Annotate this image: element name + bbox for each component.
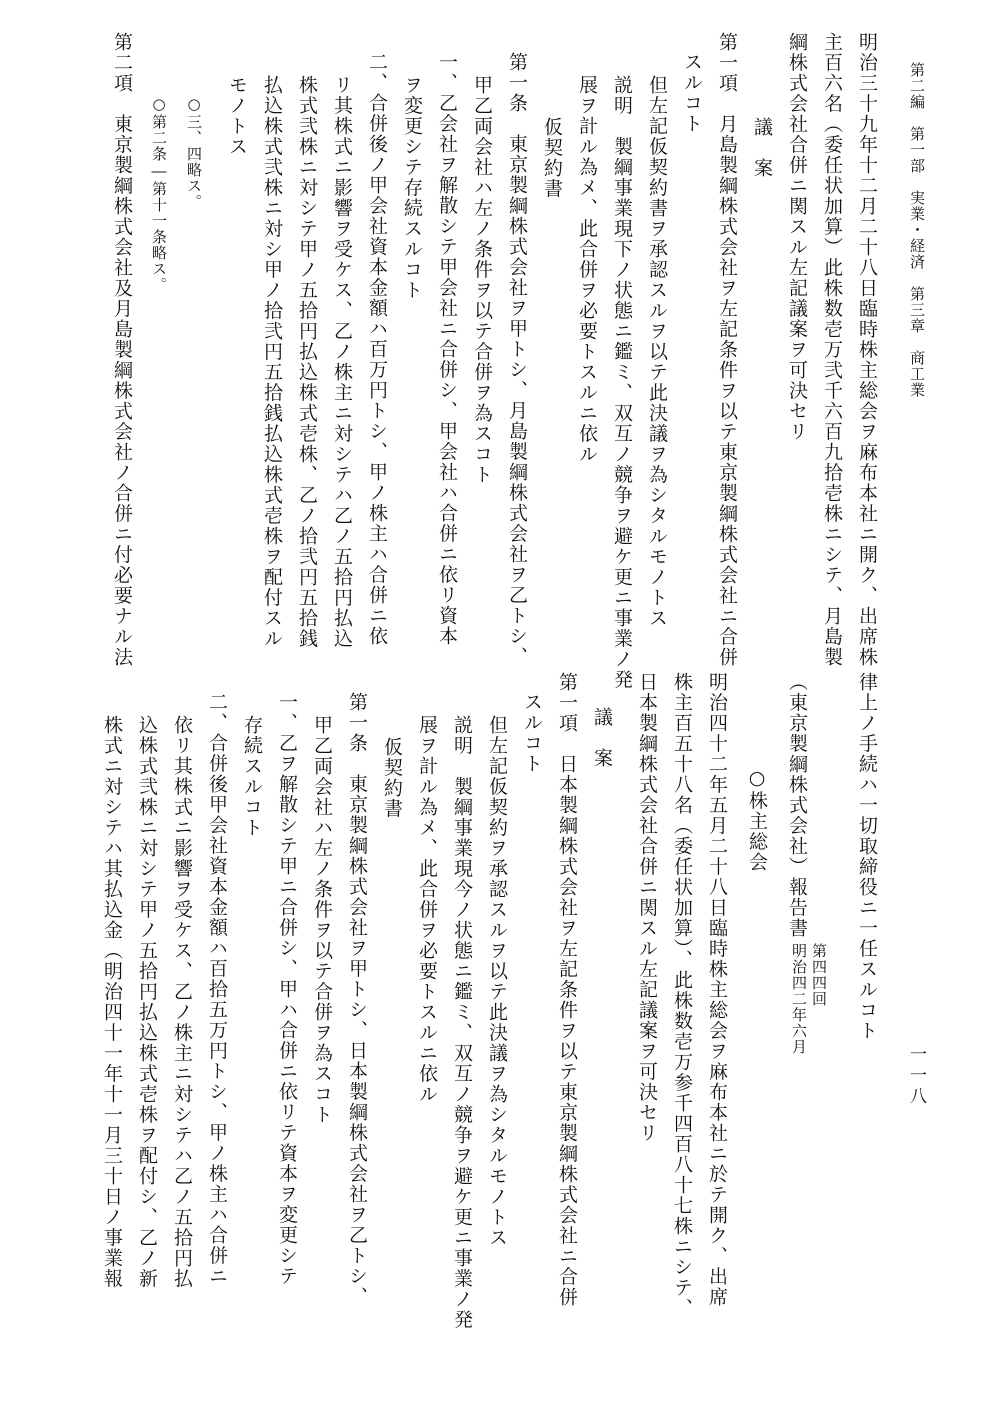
section-heading: ○株主総会 — [746, 767, 768, 873]
section-heading: 議 案 — [751, 117, 773, 179]
text-line: 株主百五十八名（委任状加算）、此株数壱万参千四百八十七株ニシテ、 — [671, 672, 693, 1319]
text-line: 株式ニ対シテハ其払込金（明治四十一年十一月三十日ノ事業報 — [101, 715, 123, 1289]
text-line: 明治三十九年十二月二十八日臨時株主総会ヲ麻布本社ニ開ク、出席株 — [856, 32, 878, 668]
text-line: 第一条 東京製綱株式会社ヲ甲トシ、月島製綱株式会社ヲ乙トシ、 — [506, 52, 528, 667]
text-line: 一、乙ヲ解散シテ甲ニ合併シ、甲ハ合併ニ依リテ資本ヲ変更シテ — [276, 692, 298, 1287]
text-line: 存続スルコト — [241, 715, 263, 838]
report-number: 第四四回 — [810, 943, 828, 1007]
section-heading: 仮契約書 — [381, 737, 403, 819]
text-line: 第一項 日本製綱株式会社ヲ左記条件ヲ以テ東京製綱株式会社ニ合併 — [556, 672, 578, 1308]
text-line: スルコト — [681, 52, 703, 134]
text-line: 依リ其株式ニ影響ヲ受ケス、乙ノ株主ニ対シテハ乙ノ五拾円払 — [171, 715, 193, 1289]
page-number: 一一八 — [906, 1045, 926, 1108]
text-line: 展ヲ計ル為メ、此合併ヲ必要トスルニ依ル — [576, 75, 598, 465]
text-line: 第一条 東京製綱株式会社ヲ甲トシ、日本製綱株式会社ヲ乙トシ、 — [346, 692, 368, 1307]
text-line: 但左記仮契約ヲ承認スルヲ以テ此決議ヲ為シタルモノトス — [486, 715, 508, 1248]
text-line: 二、合併後ノ甲会社資本金額ハ百万円トシ、甲ノ株主ハ合併ニ依 — [366, 52, 388, 647]
text-line: 株式弐株ニ対シテ甲ノ五拾円払込株式壱株、乙ノ拾弐円五拾銭 — [296, 75, 318, 649]
text-line: 甲乙両会社ハ左ノ条件ヲ以テ合併ヲ為スコト — [471, 75, 493, 485]
text-line: 日本製綱株式会社合併ニ関スル左記議案ヲ可決セリ — [636, 672, 658, 1144]
text-line: 明治四十二年五月二十八日臨時株主総会ヲ麻布本社ニ於テ開ク、出席 — [706, 672, 728, 1308]
text-line: 第一項 月島製綱株式会社ヲ左記条件ヲ以テ東京製綱株式会社ニ合併 — [716, 32, 738, 668]
omission-note: ○三、四略ス。 — [185, 95, 203, 210]
section-heading: 仮契約書 — [541, 117, 563, 199]
text-line: 一、乙会社ヲ解散シテ甲会社ニ合併シ、甲会社ハ合併ニ依リ資本 — [436, 52, 458, 647]
text-line: 但左記仮契約書ヲ承認スルヲ以テ此決議ヲ為シタルモノトス — [646, 75, 668, 629]
text-line: 第二項 東京製綱株式会社及月島製綱株式会社ノ合併ニ付必要ナル法 — [111, 32, 133, 668]
text-line: リ其株式ニ影響ヲ受ケス、乙ノ株主ニ対シテハ乙ノ五拾円払込 — [331, 75, 353, 649]
text-line: 展ヲ計ル為メ、此合併ヲ必要トスルニ依ル — [416, 715, 438, 1105]
text-line: 説明 製綱事業現今ノ状態ニ鑑ミ、双互ノ競争ヲ避ケ更ニ事業ノ発 — [451, 715, 473, 1330]
text-line: 二、合併後甲会社資本金額ハ百拾五万円トシ、甲ノ株主ハ合併ニ — [206, 692, 228, 1287]
running-header: 第二編 第一部 実業・経済 第三章 商工業 — [908, 62, 926, 398]
text-line: ヲ変更シテ存続スルコト — [401, 75, 423, 301]
text-line: 主百六名（委任状加算）此株数壱万弐千六百九拾壱株ニシテ、月島製 — [821, 32, 843, 668]
text-line: スルコト — [521, 692, 543, 774]
omission-note: ○第二条―第十一条略ス。 — [150, 95, 168, 293]
text-line: 律上ノ手続ハ一切取締役ニ一任スルコト — [856, 672, 878, 1041]
text-line: 綱株式会社合併ニ関スル左記議案ヲ可決セリ — [786, 32, 808, 442]
text-line: 払込株式弐株ニ対シ甲ノ拾弐円五拾銭払込株式壱株ヲ配付スル — [261, 75, 283, 649]
text-line: 説明 製綱事業現下ノ状態ニ鑑ミ、双互ノ競争ヲ避ケ更ニ事業ノ発 — [611, 75, 633, 690]
text-line: 甲乙両会社ハ左ノ条件ヲ以テ合併ヲ為スコト — [311, 715, 333, 1125]
report-date: 明治四二年六月 — [790, 943, 808, 1055]
text-line: 込株式弐株ニ対シテ甲ノ五拾円払込株式壱株ヲ配付シ、乙ノ新 — [136, 715, 158, 1289]
section-heading: 議 案 — [591, 707, 613, 769]
text-line: モノトス — [226, 75, 248, 157]
report-title: （東京製綱株式会社）報告書 — [786, 672, 808, 939]
